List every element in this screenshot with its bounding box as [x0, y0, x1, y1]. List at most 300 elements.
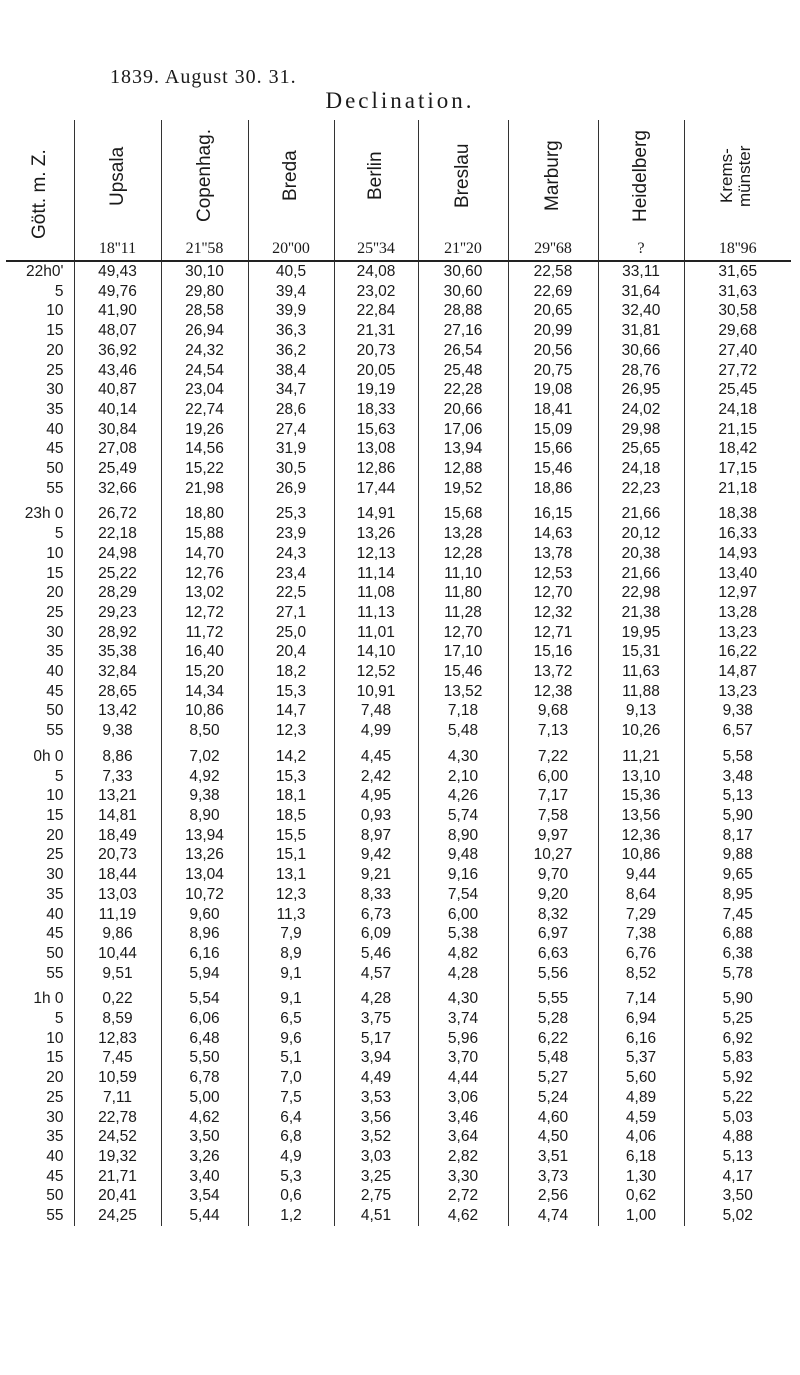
value-cell: 20,75: [508, 361, 598, 381]
time-cell: 20: [6, 341, 74, 361]
col-header-time: [6, 120, 74, 261]
value-cell: 15,09: [508, 420, 598, 440]
value-cell: 23,02: [334, 282, 418, 302]
time-cell: 50: [6, 944, 74, 964]
value-cell: 12,28: [418, 544, 508, 564]
value-cell: 12,70: [418, 623, 508, 643]
value-cell: 16,33: [718, 525, 758, 543]
table-row: [6, 741, 791, 767]
table-row: [6, 806, 791, 826]
value-cell: 15,22: [161, 459, 248, 479]
value-cell: 12,86: [334, 459, 418, 479]
value-cell: 21,71: [74, 1167, 161, 1187]
value-cell: 12,32: [508, 603, 598, 623]
col-sub: 25''34: [357, 240, 395, 257]
value-cell: 12,38: [508, 682, 598, 702]
value-cell: 3,03: [334, 1147, 418, 1167]
time-cell: 45: [6, 439, 74, 459]
value-cell: 30,60: [418, 282, 508, 302]
value-cell: 14,34: [161, 682, 248, 702]
value-cell: 13,78: [508, 544, 598, 564]
table-row: [6, 544, 791, 564]
value-cell: 7,13: [508, 721, 598, 741]
value-cell: 15,66: [508, 439, 598, 459]
value-cell: 5,56: [508, 964, 598, 984]
value-cell: 15,16: [508, 642, 598, 662]
value-cell: 4,62: [161, 1108, 248, 1128]
table-row: [6, 826, 791, 846]
value-cell: 3,26: [161, 1147, 248, 1167]
table-row: [6, 1167, 791, 1187]
value-cell: 18,1: [248, 786, 334, 806]
value-cell: 24,18: [598, 459, 684, 479]
value-cell: 22,23: [598, 479, 684, 499]
value-cell: 11,80: [418, 583, 508, 603]
value-cell: 6,97: [508, 924, 598, 944]
value-cell: 15,68: [418, 498, 508, 524]
value-cell: 18,5: [248, 806, 334, 826]
col-sub: 20''00: [272, 240, 310, 257]
table-row: [6, 1068, 791, 1088]
value-cell: 24,3: [248, 544, 334, 564]
value-cell: 7,18: [418, 701, 508, 721]
value-cell: 28,92: [74, 623, 161, 643]
value-cell: 28,6: [248, 400, 334, 420]
value-cell: 11,21: [598, 741, 684, 767]
value-cell: 9,88: [722, 846, 753, 864]
col-header-upsala: [74, 120, 161, 261]
value-cell: 9,48: [418, 845, 508, 865]
time-cell: 5: [6, 282, 74, 302]
time-cell: 23h 0: [6, 498, 74, 524]
value-cell: 9,97: [508, 826, 598, 846]
value-cell: 30,84: [74, 420, 161, 440]
value-cell: 24,25: [74, 1206, 161, 1226]
value-cell: 14,56: [161, 439, 248, 459]
value-cell: 8,97: [334, 826, 418, 846]
table-row: [6, 845, 791, 865]
value-cell: 12,97: [718, 584, 758, 602]
value-cell: 29,98: [598, 420, 684, 440]
value-cell: 23,04: [161, 380, 248, 400]
value-cell: 9,70: [508, 865, 598, 885]
col-header-kremsmuenster: [684, 120, 791, 261]
value-cell: 13,03: [74, 885, 161, 905]
value-cell: 5,3: [248, 1167, 334, 1187]
value-cell: 13,94: [418, 439, 508, 459]
value-cell: 35,38: [74, 642, 161, 662]
col-header-berlin: [334, 120, 418, 261]
value-cell: 30,5: [248, 459, 334, 479]
value-cell: 24,02: [598, 400, 684, 420]
value-cell: 0,62: [598, 1186, 684, 1206]
value-cell: 17,06: [418, 420, 508, 440]
value-cell: 13,23: [718, 682, 758, 700]
table-row: [6, 479, 791, 499]
value-cell: 2,72: [418, 1186, 508, 1206]
value-cell: 11,19: [74, 905, 161, 925]
value-cell: 2,82: [418, 1147, 508, 1167]
value-cell: 40,5: [248, 261, 334, 282]
value-cell: 13,52: [418, 682, 508, 702]
col-header-breda: [248, 120, 334, 261]
value-cell: 12,71: [508, 623, 598, 643]
value-cell: 5,55: [508, 983, 598, 1009]
value-cell: 10,26: [598, 721, 684, 741]
value-cell: 4,89: [598, 1088, 684, 1108]
value-cell: 20,99: [508, 321, 598, 341]
value-cell: 18,41: [508, 400, 598, 420]
time-cell: 30: [6, 623, 74, 643]
value-cell: 24,08: [334, 261, 418, 282]
value-cell: 12,3: [248, 721, 334, 741]
time-cell: 5: [6, 1009, 74, 1029]
col-name: Berlin: [365, 151, 386, 201]
time-cell: 35: [6, 400, 74, 420]
value-cell: 36,3: [248, 321, 334, 341]
time-cell: 30: [6, 1108, 74, 1128]
value-cell: 5,83: [722, 1049, 753, 1067]
time-cell: 45: [6, 682, 74, 702]
time-cell: 55: [6, 479, 74, 499]
table-row: [6, 865, 791, 885]
value-cell: 9,68: [508, 701, 598, 721]
col-sub: 18''11: [98, 240, 137, 257]
time-cell: 50: [6, 459, 74, 479]
table-row: [6, 924, 791, 944]
time-cell: 22h0': [6, 261, 74, 282]
time-cell: 15: [6, 806, 74, 826]
value-cell: 24,54: [161, 361, 248, 381]
col-header-heidelberg: [598, 120, 684, 261]
value-cell: 4,95: [334, 786, 418, 806]
value-cell: 22,28: [418, 380, 508, 400]
value-cell: 12,3: [248, 885, 334, 905]
table-row: [6, 1048, 791, 1068]
value-cell: 9,44: [598, 865, 684, 885]
value-cell: 6,94: [598, 1009, 684, 1029]
value-cell: 49,43: [74, 261, 161, 282]
value-cell: 8,50: [161, 721, 248, 741]
value-cell: 6,00: [418, 905, 508, 925]
value-cell: 7,38: [598, 924, 684, 944]
value-cell: 14,93: [718, 544, 758, 562]
value-cell: 1,2: [248, 1206, 334, 1226]
value-cell: 25,45: [718, 381, 758, 399]
value-cell: 26,72: [74, 498, 161, 524]
value-cell: 5,37: [598, 1048, 684, 1068]
time-cell: 45: [6, 924, 74, 944]
value-cell: 27,16: [418, 321, 508, 341]
value-cell: 14,10: [334, 642, 418, 662]
value-cell: 25,0: [248, 623, 334, 643]
value-cell: 22,58: [508, 261, 598, 282]
table-row: [6, 1009, 791, 1029]
col-sub: 21''20: [444, 240, 482, 257]
value-cell: 5,02: [722, 1207, 753, 1225]
value-cell: 31,81: [598, 321, 684, 341]
value-cell: 5,38: [418, 924, 508, 944]
value-cell: 15,36: [598, 786, 684, 806]
value-cell: 19,08: [508, 380, 598, 400]
value-cell: 10,91: [334, 682, 418, 702]
value-cell: 12,13: [334, 544, 418, 564]
value-cell: 9,13: [598, 701, 684, 721]
time-cell: 20: [6, 583, 74, 603]
value-cell: 8,90: [161, 806, 248, 826]
time-cell: 35: [6, 1127, 74, 1147]
value-cell: 3,51: [508, 1147, 598, 1167]
value-cell: 5,94: [161, 964, 248, 984]
table-row: [6, 564, 791, 584]
value-cell: 0,93: [334, 806, 418, 826]
value-cell: 18,44: [74, 865, 161, 885]
value-cell: 6,63: [508, 944, 598, 964]
value-cell: 21,98: [161, 479, 248, 499]
value-cell: 15,5: [248, 826, 334, 846]
col-name: Breda: [280, 150, 301, 202]
value-cell: 0,22: [74, 983, 161, 1009]
time-cell: 35: [6, 642, 74, 662]
value-cell: 15,20: [161, 662, 248, 682]
value-cell: 11,10: [418, 564, 508, 584]
value-cell: 26,95: [598, 380, 684, 400]
value-cell: 22,84: [334, 301, 418, 321]
value-cell: 40,14: [74, 400, 161, 420]
value-cell: 5,13: [722, 787, 753, 805]
value-cell: 9,60: [161, 905, 248, 925]
value-cell: 6,00: [508, 767, 598, 787]
value-cell: 8,17: [722, 826, 753, 844]
value-cell: 30,60: [418, 261, 508, 282]
col-sub: 29''68: [534, 240, 572, 257]
table-row: [6, 983, 791, 1009]
value-cell: 27,4: [248, 420, 334, 440]
value-cell: 5,90: [722, 806, 753, 824]
value-cell: 15,63: [334, 420, 418, 440]
col-name: Marburg: [542, 140, 563, 212]
time-cell: 40: [6, 662, 74, 682]
value-cell: 6,57: [722, 722, 753, 740]
value-cell: 7,17: [508, 786, 598, 806]
value-cell: 8,32: [508, 905, 598, 925]
value-cell: 3,50: [722, 1187, 753, 1205]
col-name: Heidelberg: [630, 130, 651, 222]
table-row: [6, 642, 791, 662]
value-cell: 13,40: [718, 564, 758, 582]
value-cell: 23,4: [248, 564, 334, 584]
value-cell: 8,52: [598, 964, 684, 984]
value-cell: 5,17: [334, 1029, 418, 1049]
table-row: [6, 380, 791, 400]
value-cell: 10,72: [161, 885, 248, 905]
value-cell: 9,6: [248, 1029, 334, 1049]
value-cell: 13,28: [718, 603, 758, 621]
value-cell: 10,86: [161, 701, 248, 721]
value-cell: 4,49: [334, 1068, 418, 1088]
time-cell: 55: [6, 721, 74, 741]
value-cell: 4,30: [418, 983, 508, 1009]
value-cell: 9,86: [74, 924, 161, 944]
table-row: [6, 420, 791, 440]
col-name: Breslau: [452, 143, 473, 209]
value-cell: 8,59: [74, 1009, 161, 1029]
value-cell: 3,74: [418, 1009, 508, 1029]
value-cell: 4,99: [334, 721, 418, 741]
value-cell: 32,84: [74, 662, 161, 682]
value-cell: 3,73: [508, 1167, 598, 1187]
table-row: [6, 662, 791, 682]
value-cell: 13,42: [74, 701, 161, 721]
value-cell: 5,00: [161, 1088, 248, 1108]
value-cell: 3,06: [418, 1088, 508, 1108]
table-row: [6, 1108, 791, 1128]
value-cell: 7,0: [248, 1068, 334, 1088]
value-cell: 2,10: [418, 767, 508, 787]
value-cell: 11,01: [334, 623, 418, 643]
value-cell: 4,82: [418, 944, 508, 964]
value-cell: 17,15: [718, 460, 758, 478]
value-cell: 8,96: [161, 924, 248, 944]
value-cell: 28,65: [74, 682, 161, 702]
value-cell: 27,08: [74, 439, 161, 459]
value-cell: 13,26: [334, 524, 418, 544]
value-cell: 8,33: [334, 885, 418, 905]
value-cell: 4,17: [722, 1167, 753, 1185]
value-cell: 20,12: [598, 524, 684, 544]
value-cell: 4,60: [508, 1108, 598, 1128]
value-cell: 28,29: [74, 583, 161, 603]
time-cell: 1h 0: [6, 983, 74, 1009]
value-cell: 5,90: [722, 990, 753, 1008]
value-cell: 4,50: [508, 1127, 598, 1147]
value-cell: 12,88: [418, 459, 508, 479]
value-cell: 12,52: [334, 662, 418, 682]
table-row: [6, 786, 791, 806]
value-cell: 4,28: [334, 983, 418, 1009]
time-cell: 40: [6, 420, 74, 440]
table-row: [6, 1088, 791, 1108]
value-cell: 26,94: [161, 321, 248, 341]
time-cell: 55: [6, 964, 74, 984]
value-cell: 2,75: [334, 1186, 418, 1206]
value-cell: 27,40: [718, 341, 758, 359]
value-cell: 19,95: [598, 623, 684, 643]
value-cell: 5,48: [508, 1048, 598, 1068]
value-cell: 4,51: [334, 1206, 418, 1226]
value-cell: 6,38: [722, 944, 753, 962]
table-row: [6, 885, 791, 905]
value-cell: 48,07: [74, 321, 161, 341]
value-cell: 6,88: [722, 925, 753, 943]
value-cell: 5,27: [508, 1068, 598, 1088]
value-cell: 36,92: [74, 341, 161, 361]
value-cell: 21,31: [334, 321, 418, 341]
value-cell: 36,2: [248, 341, 334, 361]
value-cell: 3,53: [334, 1088, 418, 1108]
value-cell: 9,16: [418, 865, 508, 885]
value-cell: 7,58: [508, 806, 598, 826]
value-cell: 4,26: [418, 786, 508, 806]
value-cell: 22,78: [74, 1108, 161, 1128]
value-cell: 0,6: [248, 1186, 334, 1206]
value-cell: 27,72: [718, 361, 758, 379]
col-name: Copenhag.: [193, 129, 215, 223]
value-cell: 6,73: [334, 905, 418, 925]
value-cell: 38,4: [248, 361, 334, 381]
value-cell: 2,56: [508, 1186, 598, 1206]
value-cell: 9,38: [74, 721, 161, 741]
value-cell: 20,38: [598, 544, 684, 564]
table-row: [6, 623, 791, 643]
value-cell: 8,90: [418, 826, 508, 846]
value-cell: 43,46: [74, 361, 161, 381]
value-cell: 24,52: [74, 1127, 161, 1147]
time-cell: 50: [6, 701, 74, 721]
value-cell: 21,38: [598, 603, 684, 623]
value-cell: 5,28: [508, 1009, 598, 1029]
value-cell: 1,00: [598, 1206, 684, 1226]
col-name: Upsala: [106, 146, 128, 206]
value-cell: 12,72: [161, 603, 248, 623]
table-row: [6, 341, 791, 361]
value-cell: 9,38: [161, 786, 248, 806]
value-cell: 8,95: [722, 885, 753, 903]
value-cell: 3,52: [334, 1127, 418, 1147]
value-cell: 16,22: [718, 643, 758, 661]
value-cell: 13,1: [248, 865, 334, 885]
value-cell: 32,66: [74, 479, 161, 499]
table-row: [6, 321, 791, 341]
value-cell: 5,13: [722, 1147, 753, 1165]
value-cell: 6,76: [598, 944, 684, 964]
value-cell: 8,9: [248, 944, 334, 964]
value-cell: 4,06: [598, 1127, 684, 1147]
value-cell: 11,13: [334, 603, 418, 623]
value-cell: 32,40: [598, 301, 684, 321]
table-row: [6, 1127, 791, 1147]
value-cell: 25,65: [598, 439, 684, 459]
value-cell: 31,65: [718, 263, 758, 280]
col-sub: [6, 258, 74, 260]
value-cell: 24,98: [74, 544, 161, 564]
value-cell: 13,94: [161, 826, 248, 846]
time-cell: 20: [6, 1068, 74, 1088]
value-cell: 11,63: [598, 662, 684, 682]
value-cell: 7,29: [598, 905, 684, 925]
time-cell: 20: [6, 826, 74, 846]
value-cell: 14,7: [248, 701, 334, 721]
value-cell: 4,9: [248, 1147, 334, 1167]
value-cell: 3,56: [334, 1108, 418, 1128]
value-cell: 6,06: [161, 1009, 248, 1029]
value-cell: 20,65: [508, 301, 598, 321]
value-cell: 39,4: [248, 282, 334, 302]
time-cell: 15: [6, 1048, 74, 1068]
time-cell: 10: [6, 786, 74, 806]
table-row: [6, 361, 791, 381]
value-cell: 40,87: [74, 380, 161, 400]
value-cell: 1,30: [598, 1167, 684, 1187]
value-cell: 5,1: [248, 1048, 334, 1068]
value-cell: 11,08: [334, 583, 418, 603]
value-cell: 31,63: [718, 282, 758, 300]
time-cell: 30: [6, 380, 74, 400]
value-cell: 25,3: [248, 498, 334, 524]
value-cell: 4,28: [418, 964, 508, 984]
value-cell: 21,66: [598, 564, 684, 584]
value-cell: 7,22: [508, 741, 598, 767]
